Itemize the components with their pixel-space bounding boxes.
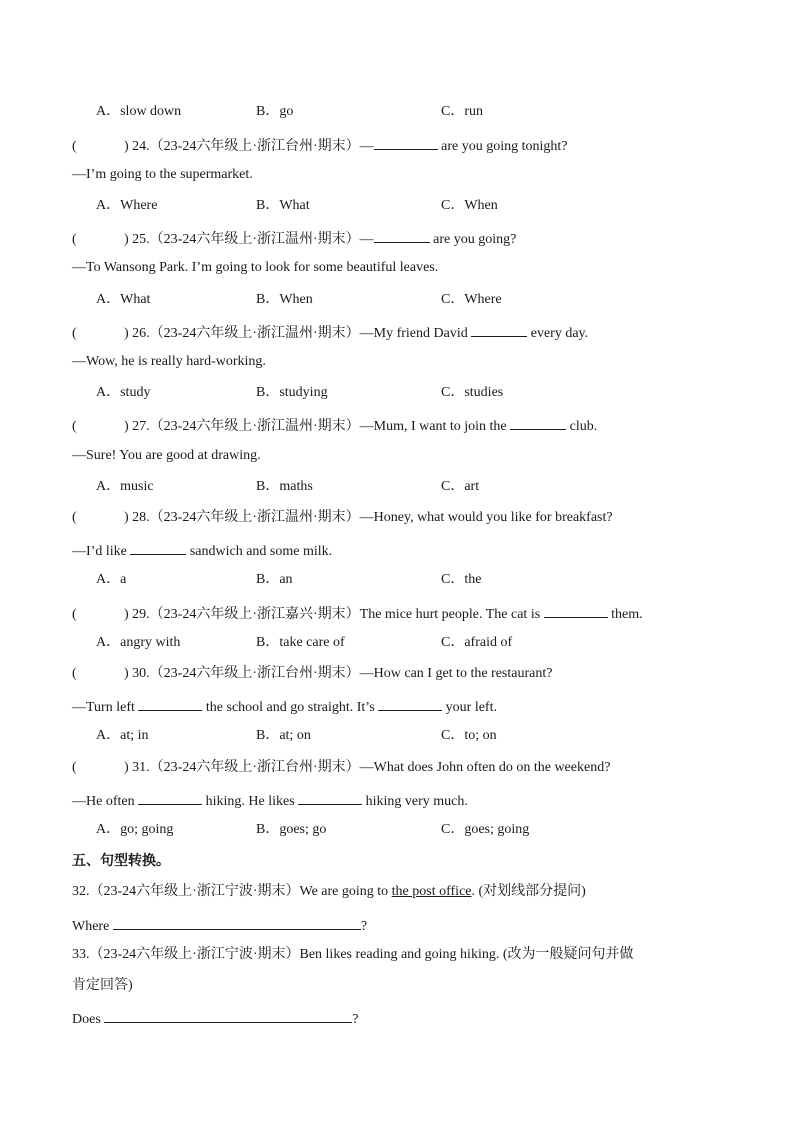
- answer-paren[interactable]: (: [72, 232, 77, 247]
- q27-option-b[interactable]: B．maths: [256, 479, 313, 494]
- answer-paren[interactable]: (: [72, 419, 77, 434]
- q33-stem: 33.（23-24六年级上·浙江宁波·期末）Ben likes reading and going hiking. (改为一般疑问句并做: [72, 947, 634, 962]
- blank[interactable]: [374, 228, 430, 243]
- q23-option-b[interactable]: B．go: [256, 104, 294, 119]
- blank[interactable]: [138, 790, 202, 805]
- q28-answer: —I’d like sandwich and some milk.: [72, 540, 332, 561]
- q28-option-b[interactable]: B．an: [256, 572, 293, 587]
- q27-stem: ( ) 27.（23-24六年级上·浙江温州·期末）—Mum, I want to join the club.: [72, 415, 597, 436]
- q31-answer: —He often hiking. He likes hiking very much.: [72, 790, 468, 811]
- q26-option-a[interactable]: A．study: [96, 385, 151, 400]
- q32-stem: 32.（23-24六年级上·浙江宁波·期末）We are going to the post office. (对划线部分提问): [72, 884, 586, 899]
- q33-stem-line2: 肯定回答): [72, 978, 133, 993]
- q26-answer: —Wow, he is really hard-working.: [72, 354, 266, 369]
- q23-option-c[interactable]: C．run: [441, 104, 483, 119]
- q30-option-b[interactable]: B．at; on: [256, 728, 311, 743]
- blank[interactable]: [130, 540, 186, 555]
- q25-option-c[interactable]: C．Where: [441, 292, 502, 307]
- blank[interactable]: [510, 415, 566, 430]
- answer-blank[interactable]: [104, 1008, 352, 1023]
- answer-paren[interactable]: (: [72, 510, 77, 525]
- answer-paren[interactable]: (: [72, 666, 77, 681]
- q30-option-a[interactable]: A．at; in: [96, 728, 149, 743]
- q29-option-b[interactable]: B．take care of: [256, 635, 345, 650]
- q24-option-c[interactable]: C．When: [441, 198, 498, 213]
- q31-option-a[interactable]: A．go; going: [96, 822, 174, 837]
- answer-paren[interactable]: (: [72, 139, 77, 154]
- q23-option-a[interactable]: A．slow down: [96, 104, 182, 119]
- q27-option-a[interactable]: A．music: [96, 479, 154, 494]
- q28-stem: ( ) 28.（23-24六年级上·浙江温州·期末）—Honey, what would you like for breakfast?: [72, 510, 613, 525]
- blank[interactable]: [378, 696, 442, 711]
- blank[interactable]: [298, 790, 362, 805]
- q24-option-a[interactable]: A．Where: [96, 198, 158, 213]
- section-title: 五、句型转换。: [72, 853, 170, 869]
- underlined-phrase: the post office: [391, 884, 472, 899]
- q27-answer: —Sure! You are good at drawing.: [72, 448, 261, 463]
- q30-option-c[interactable]: C．to; on: [441, 728, 497, 743]
- q25-stem: ( ) 25.（23-24六年级上·浙江温州·期末）— are you going?: [72, 228, 516, 249]
- blank[interactable]: [374, 135, 438, 150]
- q26-stem: ( ) 26.（23-24六年级上·浙江温州·期末）—My friend David every day.: [72, 322, 588, 343]
- q24-option-b[interactable]: B．What: [256, 198, 310, 213]
- q24-stem: ( ) 24.（23-24六年级上·浙江台州·期末）— are you going tonight?: [72, 135, 568, 156]
- q31-option-b[interactable]: B．goes; go: [256, 822, 327, 837]
- q26-option-c[interactable]: C．studies: [441, 385, 504, 400]
- q27-option-c[interactable]: C．art: [441, 479, 480, 494]
- q26-option-b[interactable]: B．studying: [256, 385, 328, 400]
- answer-blank[interactable]: [113, 915, 361, 930]
- q31-stem: ( ) 31.（23-24六年级上·浙江台州·期末）—What does John often do on the weekend?: [72, 760, 611, 775]
- q30-answer: —Turn left the school and go straight. It’s your left.: [72, 696, 497, 717]
- answer-paren[interactable]: (: [72, 326, 77, 341]
- q25-option-a[interactable]: A．What: [96, 292, 151, 307]
- q33-answer: Does ?: [72, 1008, 359, 1029]
- blank[interactable]: [471, 322, 527, 337]
- q29-stem: ( ) 29.（23-24六年级上·浙江嘉兴·期末）The mice hurt people. The cat is them.: [72, 603, 643, 624]
- q28-option-c[interactable]: C．the: [441, 572, 482, 587]
- q29-option-c[interactable]: C．afraid of: [441, 635, 513, 650]
- q25-option-b[interactable]: B．When: [256, 292, 313, 307]
- q29-option-a[interactable]: A．angry with: [96, 635, 181, 650]
- q30-stem: ( ) 30.（23-24六年级上·浙江台州·期末）—How can I get to the restaurant?: [72, 666, 553, 681]
- q25-answer: —To Wansong Park. I’m going to look for some beautiful leaves.: [72, 260, 439, 275]
- q28-option-a[interactable]: A．a: [96, 572, 127, 587]
- blank[interactable]: [544, 603, 608, 618]
- q31-option-c[interactable]: C．goes; going: [441, 822, 530, 837]
- blank[interactable]: [138, 696, 202, 711]
- q32-answer: Where ?: [72, 915, 367, 936]
- q24-answer: —I’m going to the supermarket.: [72, 167, 253, 182]
- answer-paren[interactable]: (: [72, 607, 77, 622]
- answer-paren[interactable]: (: [72, 760, 77, 775]
